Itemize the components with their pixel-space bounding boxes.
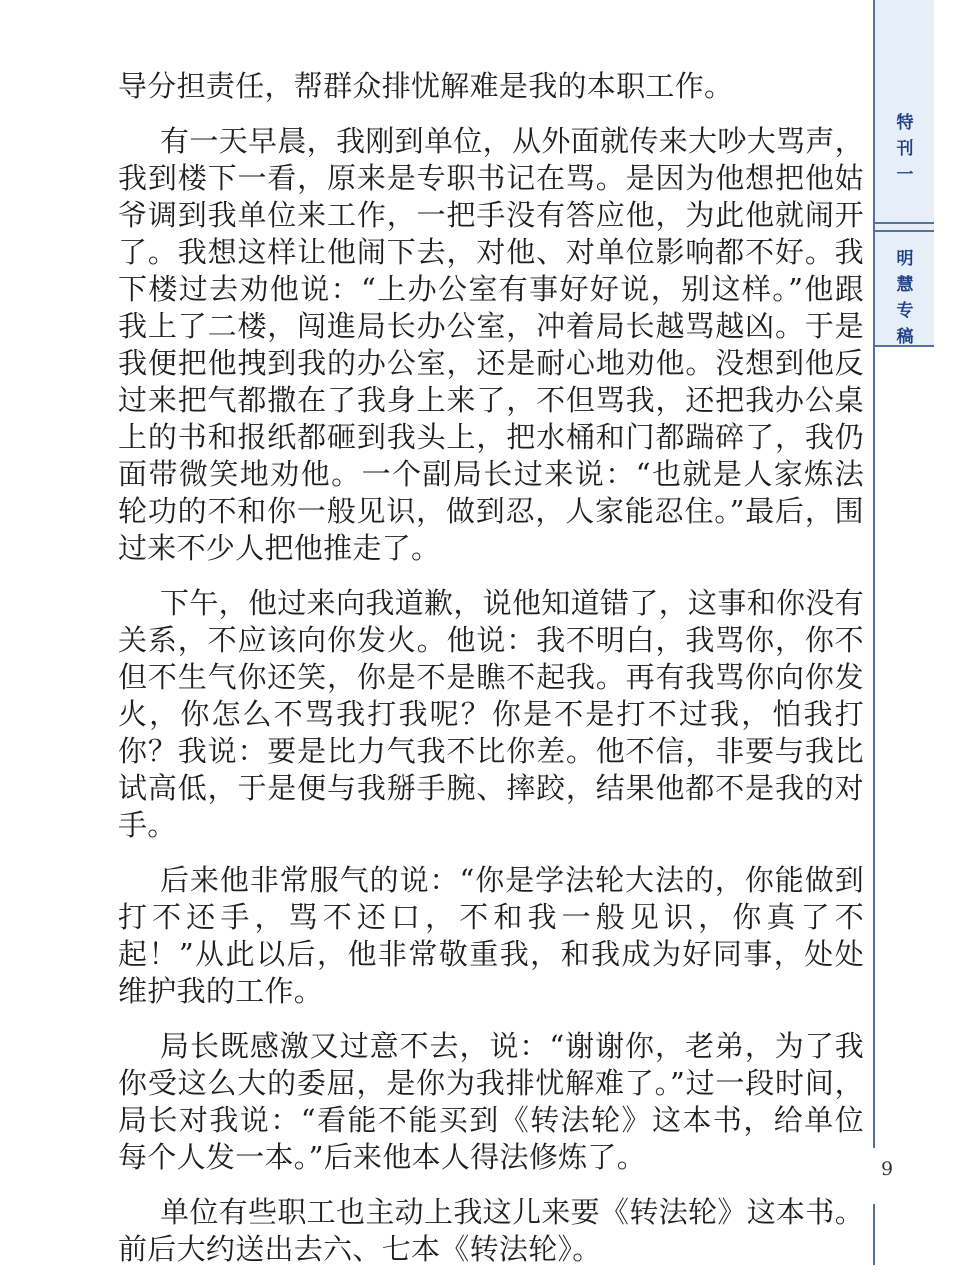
tab-char: 刊 (896, 139, 914, 159)
sidebar-vertical-rule-bottom (873, 1204, 875, 1265)
tab-char: 稿 (896, 327, 914, 347)
sidebar-vertical-rule (873, 0, 875, 1148)
tab-char: 明 (896, 249, 914, 269)
tab-char: 特 (896, 113, 914, 133)
tab-char: 慧 (896, 275, 914, 295)
paragraph: 导分担责任，帮群众排忧解难是我的本职工作。 (118, 69, 734, 103)
paragraph: 局长既感激又过意不去，说：“谢谢你，老弟，为了我你受这么大的委屈，是你为我排忧解难了。”过一段时间，局长对我说：“看能不能买到《转法轮》这本书，给单位每个人发一本。”后来他本人得法修炼了。 (118, 1029, 864, 1174)
paragraph: 单位有些职工也主动上我这儿来要《转法轮》这本书。前后大约送出去六、七本《转法轮》。 (118, 1195, 864, 1266)
article-body (118, 68, 864, 1286)
sidebar-tab-minghui-article[interactable] (876, 246, 934, 350)
tab-char: 专 (896, 301, 914, 321)
sidebar-separator (875, 222, 934, 224)
paragraph: 下午，他过来向我道歉，说他知道错了，这事和你没有关系，不应该向你发火。他说：我不明白，我骂你，你不但不生气你还笑，你是不是瞧不起我。再有我骂你向你发火，你怎么不骂我打我呢？你是不是打不过我，怕我打你？我说：要是比力气我不比你差。他不信，非要与我比试高低，于是便与我掰手腕、摔跤，结果他都不是我的对手。 (118, 586, 864, 842)
page-number: 9 (880, 1158, 894, 1180)
sidebar-tab-special-issue[interactable] (876, 110, 934, 188)
paragraph: 后来他非常服气的说：“你是学法轮大法的，你能做到打不还手，骂不还口，不和我一般见识，你真了不起！”从此以后，他非常敬重我，和我成为好同事，处处维护我的工作。 (118, 863, 864, 1008)
sidebar-separator (875, 230, 934, 232)
tab-char: 一 (896, 165, 914, 185)
paragraph: 有一天早晨，我刚到单位，从外面就传来大吵大骂声，我到楼下一看，原来是专职书记在骂。是因为他想把他姑爷调到我单位来工作，一把手没有答应他，为此他就闹开了。我想这样让他闹下去，对他、对单位影响都不好。我下楼过去劝他说：“上办公室有事好好说，别这样。”他跟我上了二楼，闯進局长办公室，冲着局长越骂越凶。于是我便把他拽到我的办公室，还是耐心地劝他。没想到他反过来把气都撒在了我身上来了，不但骂我，还把我办公桌上的书和报纸都砸到我头上，把水桶和门都踹碎了，我仍面带微笑地劝他。一个副局长过来说：“也就是人家炼法轮功的不和你一般见识，做到忍，人家能忍住。”最后，围过来不少人把他推走了。 (118, 124, 864, 565)
